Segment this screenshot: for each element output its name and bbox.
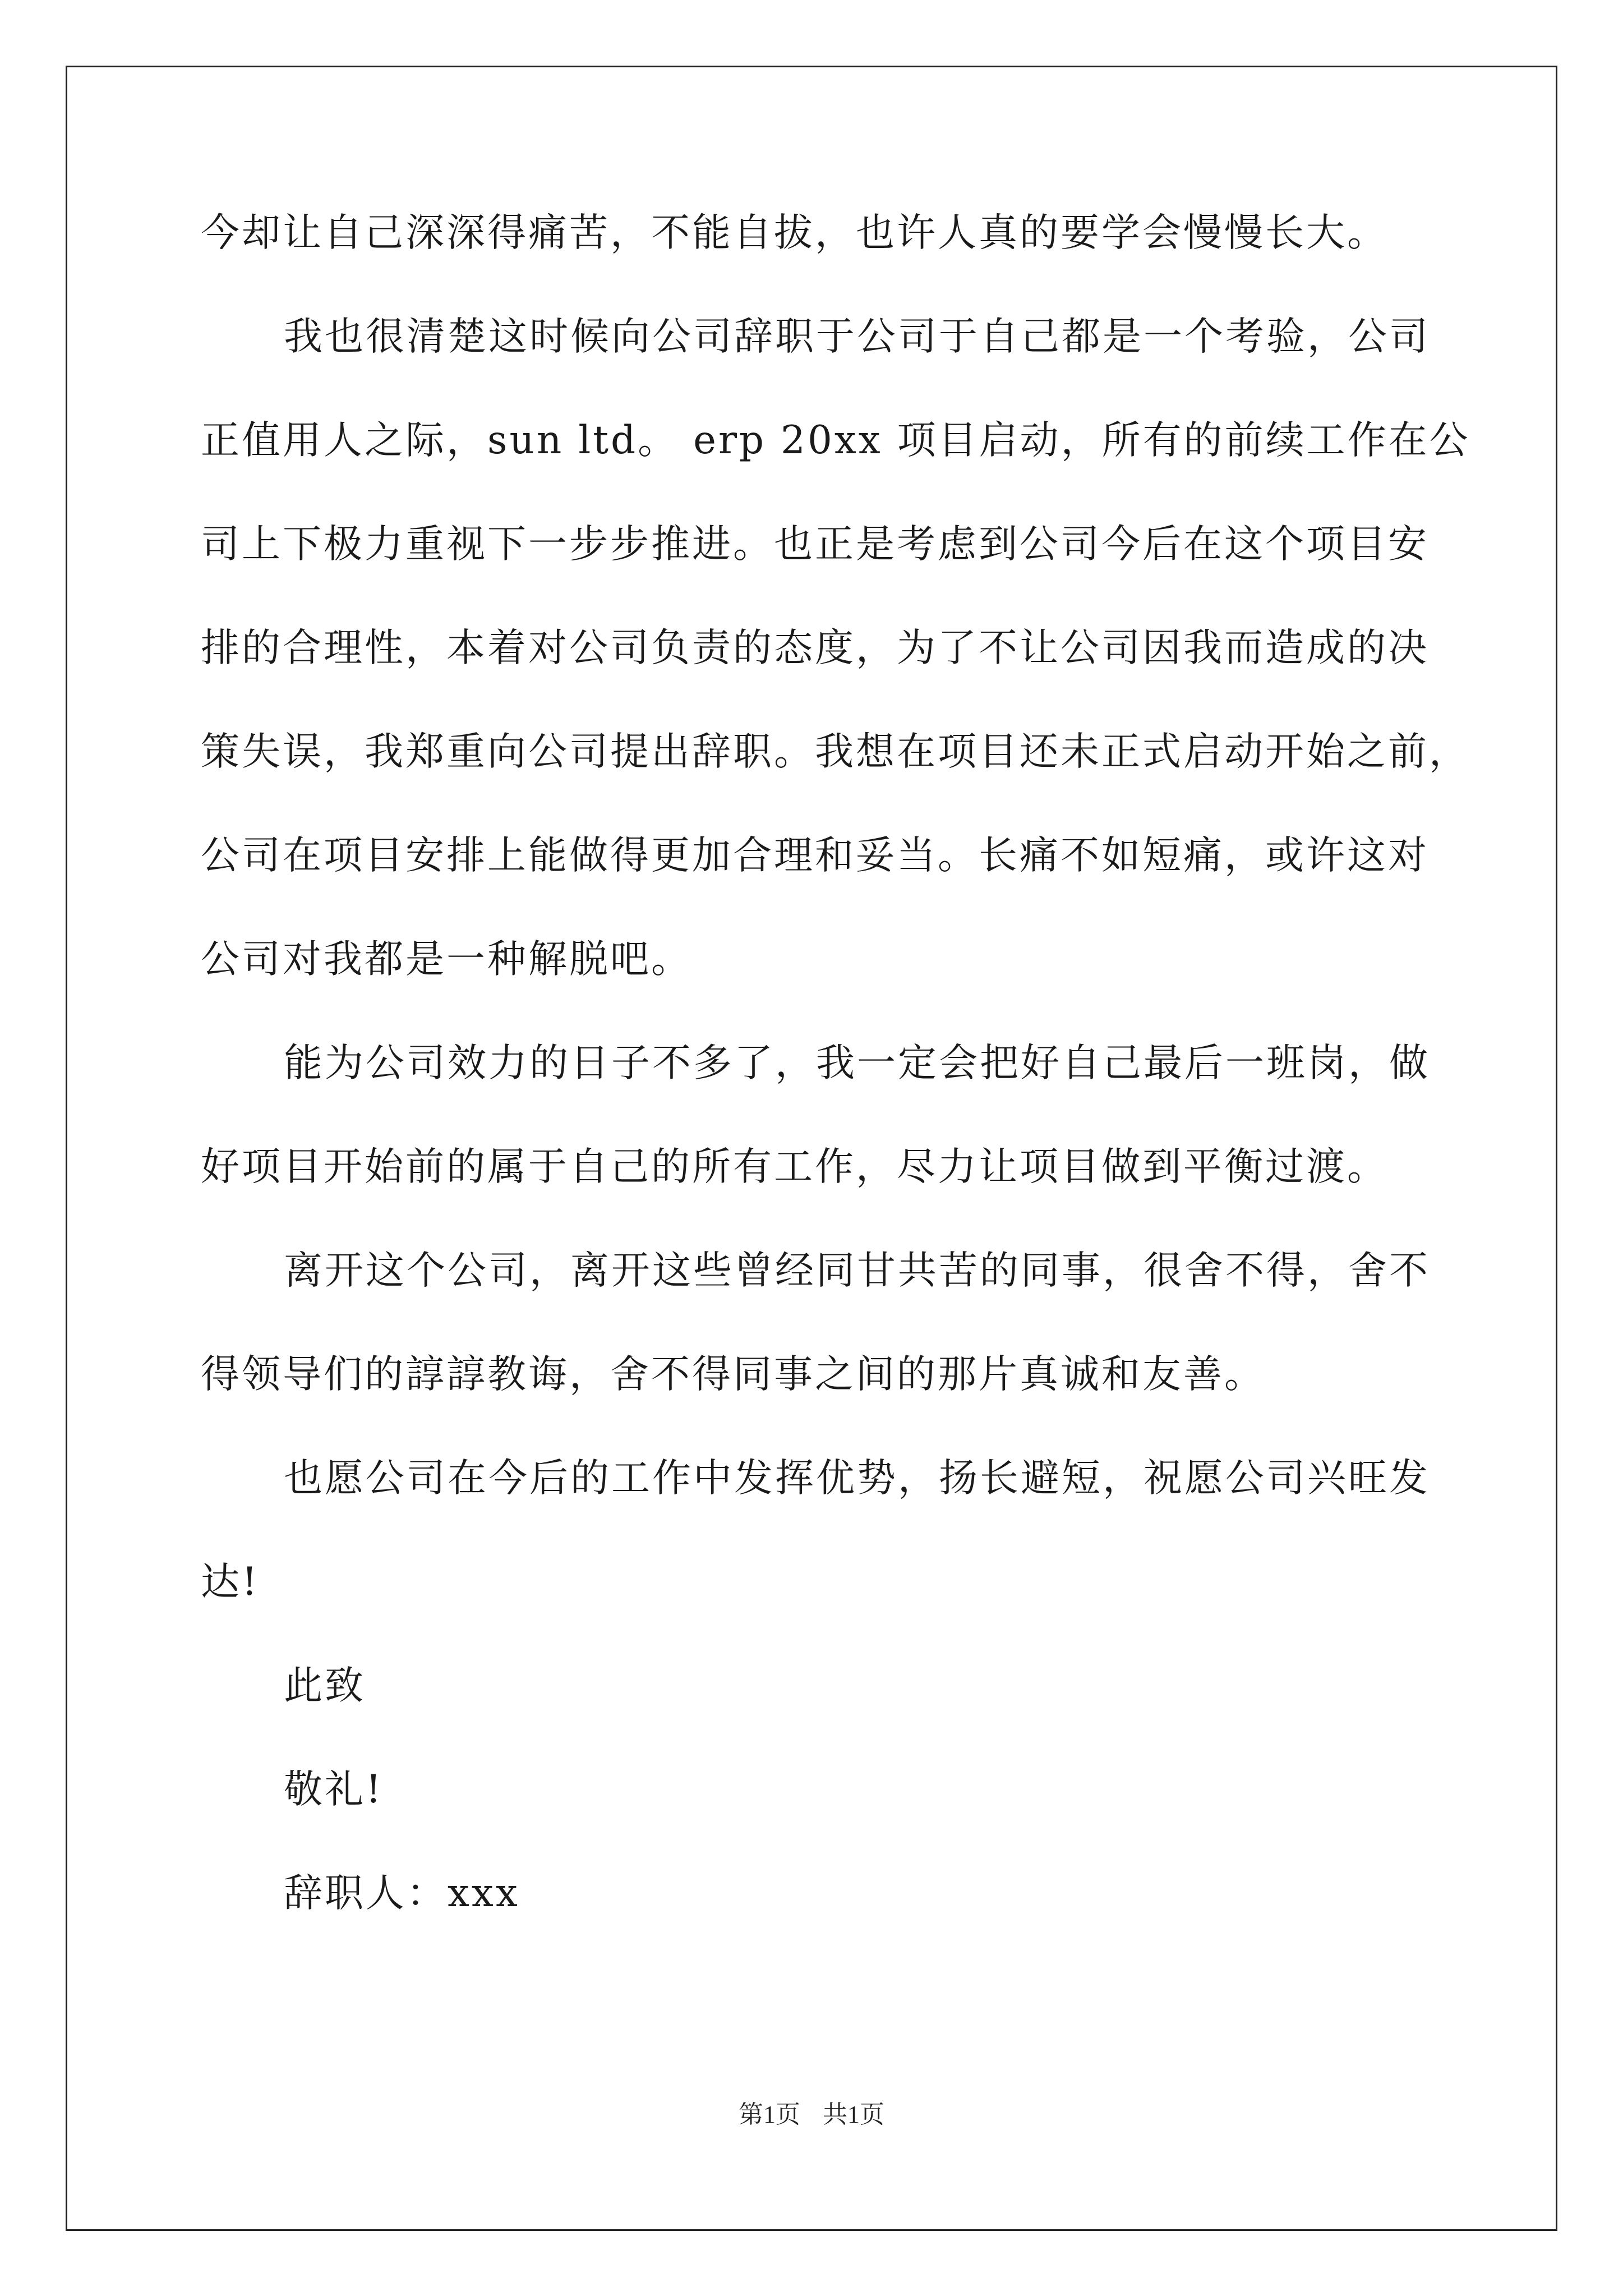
text-line: 达! (201, 1559, 260, 1604)
text-line: 策失误，我郑重向公司提出辞职。我想在项目还未正式启动开始之前， (201, 729, 1470, 774)
text-line: 离开这个公司，离开这些曾经同甘共苦的同事，很舍不得，舍不 (284, 1248, 1430, 1293)
closing-phrase: 此致 (284, 1663, 366, 1708)
text-line: 今却让自己深深得痛苦，不能自拔，也许人真的要学会慢慢长大。 (201, 210, 1388, 255)
text-line: 司上下极力重视下一步步推进。也正是考虑到公司今后在这个项目安 (201, 522, 1429, 567)
text-line: 好项目开始前的属于自己的所有工作，尽力让项目做到平衡过渡。 (201, 1144, 1388, 1189)
text-line: 排的合理性，本着对公司负责的态度，为了不让公司因我而造成的决 (201, 625, 1429, 670)
text-line: 能为公司效力的日子不多了，我一定会把好自己最后一班岗，做 (284, 1041, 1430, 1085)
text-line: 公司在项目安排上能做得更加合理和妥当。长痛不如短痛，或许这对 (201, 833, 1429, 878)
text-line: 也愿公司在今后的工作中发挥优势，扬长避短，祝愿公司兴旺发 (284, 1456, 1430, 1501)
text-line: 正值用人之际，sun ltd。 erp 20xx 项目启动，所有的前续工作在公 (201, 418, 1470, 463)
page-footer (0, 2098, 1623, 2132)
text-line: 我也很清楚这时候向公司辞职于公司于自己都是一个考验，公司 (284, 314, 1430, 359)
salutation: 敬礼! (284, 1767, 384, 1812)
text-line: 得领导们的諄諄教诲，舍不得同事之间的那片真诚和友善。 (201, 1352, 1265, 1397)
page-number: 第1页 (739, 2101, 800, 2128)
page-total: 共1页 (823, 2101, 884, 2128)
signature-line: 辞职人：xxx (284, 1871, 520, 1916)
text-line: 公司对我都是一种解脱吧。 (201, 937, 692, 982)
